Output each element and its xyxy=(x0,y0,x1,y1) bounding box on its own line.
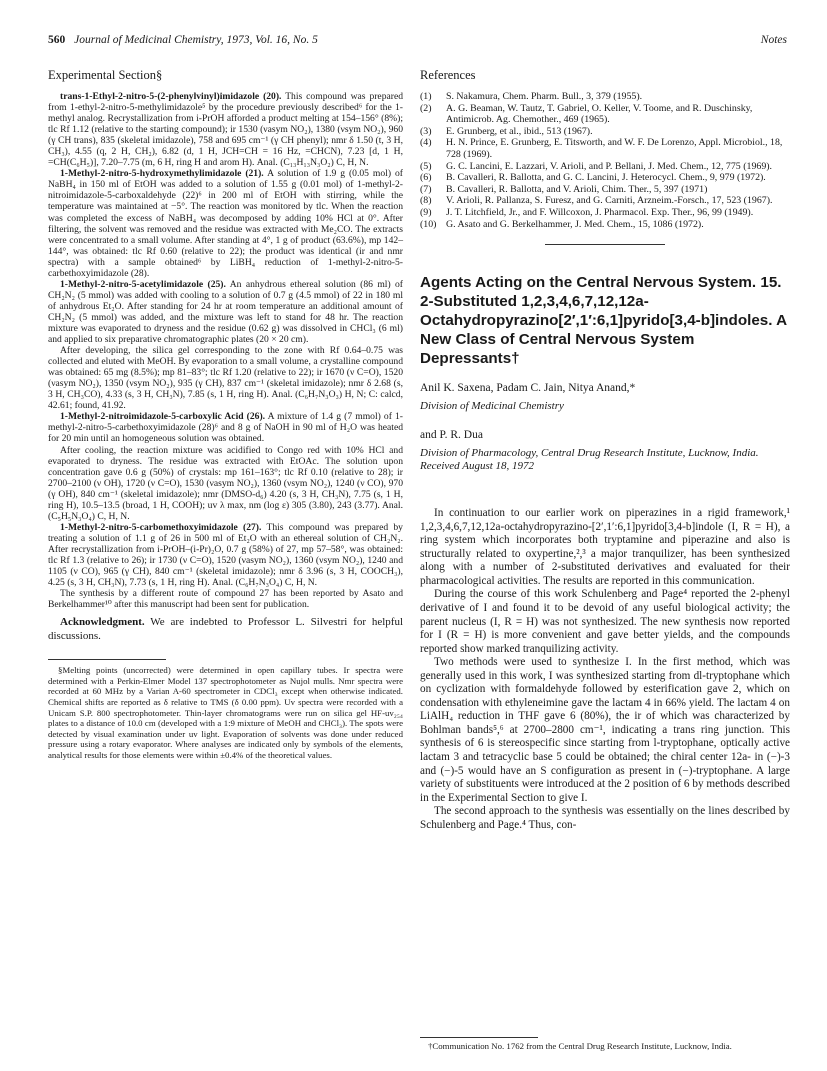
reference-number: (8) xyxy=(420,195,432,207)
experimental-paragraph xyxy=(48,345,403,411)
reference-item xyxy=(420,91,790,103)
reference-text: V. Arioli, R. Pallanza, S. Furesz, and G. Carniti, Arzneim.-Forsch., 17, 523 (1967). xyxy=(446,195,773,207)
reference-text: B. Cavalleri, R. Ballotta, and G. C. Lancini, J. Heterocycl. Chem., 9, 979 (1972). xyxy=(446,172,766,184)
paragraph-text: After cooling, the reaction mixture was acidified to Congo red with 10% HCl and evaporated to dryness. The residue was extracted with EtOAc. The solution upon concentration gave 0.6 g (50%) of crystals: mp 161–163°; tlc Rf 0.10 (relative to 28); ir 2700–2100 (ν OH), 1720 (ν C=O), 1530 (νasym NO₂), 1360 (νsym NO₂), 1240 (ν CO), 970 (γ OH), 840 cm⁻¹ (skeletal imidazole); nmr (DMSO-d₆) 4.20 (s, 3 H, CH₃N), 7.75 (s, 1 H, ring H), 10.5–13.5 (broad, 1 H, COOH); uv λ max, nm (log ε) 305 (3.80), 243 (3.77). Anal. (C₅H₅N₃O₄) C, H, N. xyxy=(48,444,403,522)
paragraph-text: A solution of 1.9 g (0.05 mol) of NaBH₄ in 150 ml of EtOH was added to a solution of 1.55 g (0.01 mol) of 1-methyl-2-nitroimidazole-5-carboxaldehyde (22)⁶ in 200 ml of EtOH with stirring, while the temperature was maintained at −5°. The reaction was monitored by tlc. When the reaction was completed the excess of NaBH₄ was decomposed by adding 10% HCl at 0°. After filtering, the solvent was removed and the residue was extracted with Me₂CO. The extracts were concentrated to a small volume. After standing at 4°, 1 g of product (63.6%), mp 142–144°, was obtained: tlc Rf 0.60 (relative to 22); the product was identical (ir and nmr spectra) with a sample obtained⁶ by LiBH₄ reduction of 1-methyl-2-nitro-5-carbethoxyimidazole (28). xyxy=(48,168,403,279)
reference-number: (5) xyxy=(420,160,432,172)
reference-text: G. C. Lancini, E. Lazzari, V. Arioli, and P. Bellani, J. Med. Chem., 12, 775 (1969). xyxy=(446,160,773,172)
reference-text: S. Nakamura, Chem. Pharm. Bull., 3, 379 (1955). xyxy=(446,91,643,102)
reference-number: (9) xyxy=(420,206,432,218)
compound-name: 1-Methyl-2-nitro-5-carbomethoxyimidazole (27). xyxy=(60,521,262,533)
paragraph-text: After developing, the silica gel corresponding to the zone with Rf 0.64–0.75 was collected and eluted with MeOH. By evaporation to a small volume, a crystalline compound was obtained: 65 mg (8.5%); mp 81–83°; tlc Rf 1.20 (relative to 22); ir 1670 (ν C=O), 1520 (νasym NO₂), 1350 (νsym NO₂), 935 (γ CH), 837 cm⁻¹ (skeletal imidazole); nmr δ 2.68 (s, 3 H, CH₃CO), 4.33 (s, 3 H, CH₃N), 7.85 (s, 1 H, ring H). Anal. (C₆H₇N₃O₃) H, N; C: calcd, 42.61; found, 41.92. xyxy=(48,345,403,412)
paragraph-text: This compound was prepared by treating a solution of 1.1 g of 26 in 500 ml of Et₂O with an ethereal solution of CH₂N₂. After recrystallization from i-PrOH–(i-Pr)₂O, 0.7 g (58%) of 27, mp 57–58°, was obtained: tlc Rf 1.3 (relative to 26); ir 1730 (ν C=O), 1520 (νasym NO₂), 1360 (νsym NO₂), 1240 and 1105 (ν CO), 965 (γ CH), 840 cm⁻¹ (skeletal imidazole); nmr δ 3.96 (s, 3 H, COOCH₃), 4.25 (s, 3 H, CH₃N), 7.73 (s, 1 H, ring H). Anal. (C₆H₇N₃O₄) C, H, N. xyxy=(48,521,403,589)
paragraph-text: The synthesis by a different route of compound 27 has been reported by Asato and Berkelhammer¹⁰ after this manuscript had been sent for publication. xyxy=(48,588,403,611)
article-footnote-text: †Communication No. 1762 from the Central Drug Research Institute, Lucknow, India. xyxy=(428,1041,732,1051)
reference-item xyxy=(420,184,790,196)
article-paragraph: The second approach to the synthesis was essentially on the lines described by Schulenberg and Page.⁴ Thus, con- xyxy=(420,805,790,831)
reference-item xyxy=(420,207,790,219)
authors: Anil K. Saxena, Padam C. Jain, Nitya Anand,* xyxy=(420,382,636,395)
references-heading: References xyxy=(420,68,476,82)
acknowledgment-text: We are indebted to Professor L. Silvestri for helpful discussions. xyxy=(48,616,403,642)
reference-number: (1) xyxy=(420,91,432,102)
reference-item xyxy=(420,137,790,160)
page-header xyxy=(48,34,791,50)
affiliation: Division of Pharmacology, Central Drug Research Institute, Lucknow, India. Received August 18, 1972 xyxy=(420,447,759,473)
experimental-heading: Experimental Section§ xyxy=(48,68,163,82)
reference-text: B. Cavalleri, R. Ballotta, and V. Arioli, Chim. Ther., 5, 397 (1971) xyxy=(446,183,708,195)
compound-name: 1-Methyl-2-nitro-5-acetylimidazole (25). xyxy=(60,278,226,290)
article-footnote-rule xyxy=(420,1037,538,1038)
article-paragraph: Two methods were used to synthesize I. In the first method, which was generally used in this work, I was synthesized starting from dl-tryptophane which on cyclization with formaldehyde followed by esterification gave 2, which on condensation with ethyleneimine gave the lactam 4 in 66% yield. The lactam 4 on LiAlH₄ reduction in THF gave 6 (80%), the ir of which was characterized by Bohlman bands⁵,⁶ at 2700–2800 cm⁻¹, indicating a trans ring junction. This synthesis of 6 is stereospecific since starting from l-tryptophane, optically active lactam 3 and tetracyclic base 5 could be obtained; the chiral center 12a- in (−)-3 and (−)-5 would have an S configuration as present in (−)-tryptophane. A large variety of substituents were introduced at the 2 position of 6 by methods described in the Experimental Section to give I. xyxy=(420,656,790,804)
reference-number: (10) xyxy=(420,218,437,230)
footnote-text: §Melting points (uncorrected) were determined in open capillary tubes. Ir spectra were determined with a Perkin-Elmer Model 137 spectrophotometer as Nujol mulls. Nmr spectra were recorded at 60 MHz by a Varian A-60 spectrometer in CDCl₃ except when otherwise indicated. Chemical shifts are reported as δ relative to TMS (δ 0.00 ppm). Uv spectra were recorded with a Unicam S.P. 800 spectrophotometer. Thin-layer chromatograms were run on silica gel HF-uv₂₅₄ plates to a distance of 10.0 cm (developed with a 1:9 mixture of MeOH and CHCl₃). The spots were detected by visual examination under uv light. Evaporation of solvents was done under reduced pressure using a rotary evaporator. Where analyses are indicated only by symbols of the elements, analytical results for those elements were within ±0.4% of the theoretical values. xyxy=(48,665,403,760)
experimental-paragraph xyxy=(48,168,403,278)
paragraph-text: This compound was prepared from 1-ethyl-2-nitro-5-methylimidazole⁵ by the procedure previously described⁶ for the 1-methyl analog. Recrystallization from i-PrOH afforded a product melting at 154–156° (8%); tlc Rf 1.12 (relative to the starting compound); ir 1530 (νasym NO₂), 1380 (νsym NO₂), 960 (γ CH trans), 835 (skeletal imidazole), 758 and 695 cm⁻¹ (γ CH phenyl); nmr δ 1.50 (t, 3 H, CH₃), 4.55 (q, 2 H, CH₂), 6.82 (d, 1 H, JCH=CH = 16 Hz, =CHCN), 7.23 [d, 1 H, =CH(C₆H₅)], 7.20–7.75 (m, 6 H, ring H and arom H). Anal. (C₁₃H₁₃N₃O₂) C, H, N. xyxy=(48,91,403,169)
reference-text: J. T. Litchfield, Jr., and F. Willcoxon, J. Pharmacol. Exp. Ther., 96, 99 (1949). xyxy=(446,206,754,218)
paragraph-text: A mixture of 1.4 g (7 mmol) of 1-methyl-2-nitro-5-carbethoxyimidazole (28)⁶ and 8 g of NaOH in 90 ml of H₂O was heated for 20 min until an homogeneous solution was obtained. xyxy=(48,411,403,445)
reference-list xyxy=(420,91,790,230)
second-author: and P. R. Dua xyxy=(420,429,483,442)
experimental-body xyxy=(48,91,403,610)
experimental-paragraph xyxy=(48,279,403,345)
page-number: 560 xyxy=(48,34,66,46)
reference-number: (3) xyxy=(420,125,432,137)
acknowledgment-label: Acknowledgment. xyxy=(60,616,145,629)
article-body xyxy=(420,507,790,832)
reference-item xyxy=(420,126,790,138)
compound-name: 1-Methyl-2-nitroimidazole-5-carboxylic Acid (26). xyxy=(60,411,266,423)
footnote-rule xyxy=(48,659,166,660)
reference-item xyxy=(420,103,790,126)
journal-citation: Journal of Medicinal Chemistry, 1973, Vol. 16, No. 5 xyxy=(74,34,318,46)
reference-number: (4) xyxy=(420,137,432,149)
reference-text: G. Asato and G. Berkelhammer, J. Med. Chem., 15, 1086 (1972). xyxy=(446,218,704,230)
reference-item xyxy=(420,219,790,231)
article-title: Agents Acting on the Central Nervous System. 15. 2-Substituted 1,2,3,4,6,7,12,12a-Octahydropyrazino[2′,1′:6,1]pyrido[3,4-b]indoles. A New Class of Central Nervous System Depressants† xyxy=(420,274,787,368)
article-paragraph: During the course of this work Schulenberg and Page⁴ reported the 2-phenyl derivative of I and found it to be devoid of any useful biological activity; the parent nucleus (I, R = H) was not synthesized. The new synthesis now reported for I (R = H) is more convenient and gave better yields, and the compounds reported show marked tranquilizing activity. xyxy=(420,588,790,655)
experimental-paragraph xyxy=(48,91,403,168)
reference-number: (6) xyxy=(420,172,432,184)
paragraph-text: An anhydrous ethereal solution (86 ml) of CH₂N₂ (5 mmol) was added with cooling to a solution of 0.7 g (4.5 mmol) of 22 in 180 ml of anhydrous Et₂O. After standing for 24 hr at room temperature an additional amount of CH₂N₂ (5 mmol) was added, and the mixture was left to stand for 48 hr. The reaction mixture was evaporated to dryness and the residue (0.62 g) was dissolved in CHCl₃ (6 ml) and applied to six preparative chromatographic plates (20 × 20 cm). xyxy=(48,278,404,346)
compound-name: 1-Methyl-2-nitro-5-hydroxymethylimidazole (21). xyxy=(60,168,264,180)
experimental-paragraph xyxy=(48,445,403,522)
experimental-paragraph xyxy=(48,588,403,610)
article-footnote xyxy=(420,1037,790,1052)
article-divider xyxy=(545,244,665,245)
reference-text: H. N. Prince, E. Grunberg, E. Titsworth, and W. F. De Lorenzo, Appl. Microbiol., 18, 728 (1969). xyxy=(446,137,783,160)
experimental-paragraph xyxy=(48,522,403,588)
section-label: Notes xyxy=(760,34,787,46)
right-column xyxy=(420,68,790,832)
acknowledgment xyxy=(48,616,403,643)
reference-item xyxy=(420,161,790,173)
reference-number: (7) xyxy=(420,183,432,195)
experimental-paragraph xyxy=(48,411,403,444)
reference-item xyxy=(420,172,790,184)
reference-number: (2) xyxy=(420,102,432,114)
article-paragraph: In continuation to our earlier work on piperazines in a rigid framework,¹ 1,2,3,4,6,7,12,12a-octahydropyrazino-[2′,1′:6,1]pyrido[3,4-b]indole (I, R = H), a ring system which incorporates both tryptamine and piperazine and also is structurally related to oxypertine,²,³ a major tranquilizer, has been synthesized along with a number of 2-substituted derivatives and evaluated for their pharmacological activities. The results are reported in this communication. xyxy=(420,507,790,587)
left-column xyxy=(48,68,403,761)
compound-name: trans-1-Ethyl-2-nitro-5-(2-phenylvinyl)imidazole (20). xyxy=(60,91,282,102)
reference-item xyxy=(420,195,790,207)
experimental-footnote xyxy=(48,665,403,760)
reference-text: E. Grunberg, et al., ibid., 513 (1967). xyxy=(446,125,593,137)
division: Division of Medicinal Chemistry xyxy=(420,400,564,413)
reference-text: A. G. Beaman, W. Tautz, T. Gabriel, O. Keller, V. Toome, and R. Duschinsky, Antimicrob. Ag. Chemother., 469 (1965). xyxy=(446,102,753,126)
